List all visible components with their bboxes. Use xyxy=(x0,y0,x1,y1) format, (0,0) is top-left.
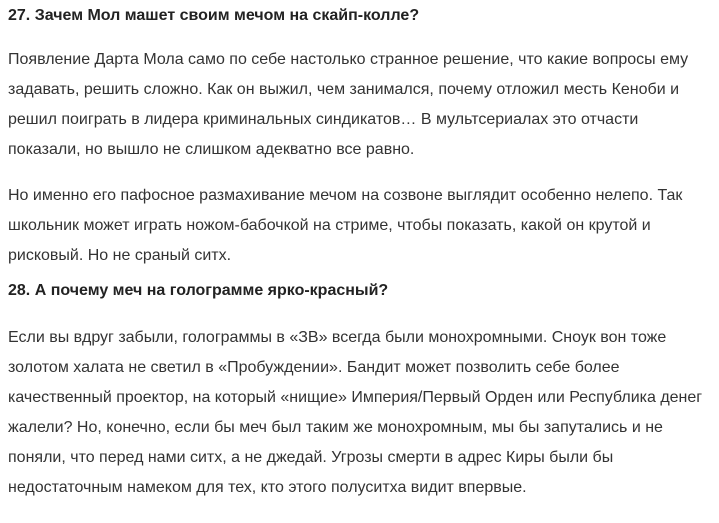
paragraph-line: недостаточным намеком для тех, кто этого полуситха видит впервые. xyxy=(8,479,527,496)
paragraph-line: поняли, что перед нами ситх, а не джедай. Угрозы смерти в адрес Киры были бы xyxy=(8,449,614,466)
paragraph-line: решил поиграть в лидера криминальных синдикатов… В мультсериалах это отчасти xyxy=(8,111,639,128)
paragraph-line: задавать, решить сложно. Как он выжил, чем занимался, почему отложил месть Кеноби и xyxy=(8,81,680,98)
section-heading-28: 28. А почему меч на голограмме ярко-красный? xyxy=(8,282,389,299)
paragraph-line: жалели? Но, конечно, если бы меч был таким же монохромным, мы бы запутались и не xyxy=(8,419,663,436)
paragraph-line: Но именно его пафосное размахивание мечом на созвоне выглядит особенно нелепо. Так xyxy=(8,187,683,204)
paragraph xyxy=(8,181,711,271)
paragraph-line: школьник может играть ножом-бабочкой на стриме, чтобы показать, какой он крутой и xyxy=(8,217,651,234)
paragraph-line: золотом халата не светил в «Пробуждении». Бандит может позволить себе более xyxy=(8,359,620,376)
paragraph-line: качественный проектор, на который «нищие» Империя/Первый Орден или Республика денег xyxy=(8,389,703,406)
paragraph-line: Появление Дарта Мола само по себе настолько странное решение, что какие вопросы ему xyxy=(8,51,689,68)
paragraph-line: Если вы вдруг забыли, голограммы в «ЗВ» всегда были монохромными. Сноук вон тоже xyxy=(8,329,667,346)
section-heading-27: 27. Зачем Мол машет своим мечом на скайп-колле? xyxy=(8,7,420,24)
paragraph-line: показали, но вышло не слишком адекватно все равно. xyxy=(8,141,415,158)
paragraph xyxy=(8,45,711,165)
paragraph xyxy=(8,323,711,503)
paragraph-line: рисковый. Но не сраный ситх. xyxy=(8,247,232,264)
